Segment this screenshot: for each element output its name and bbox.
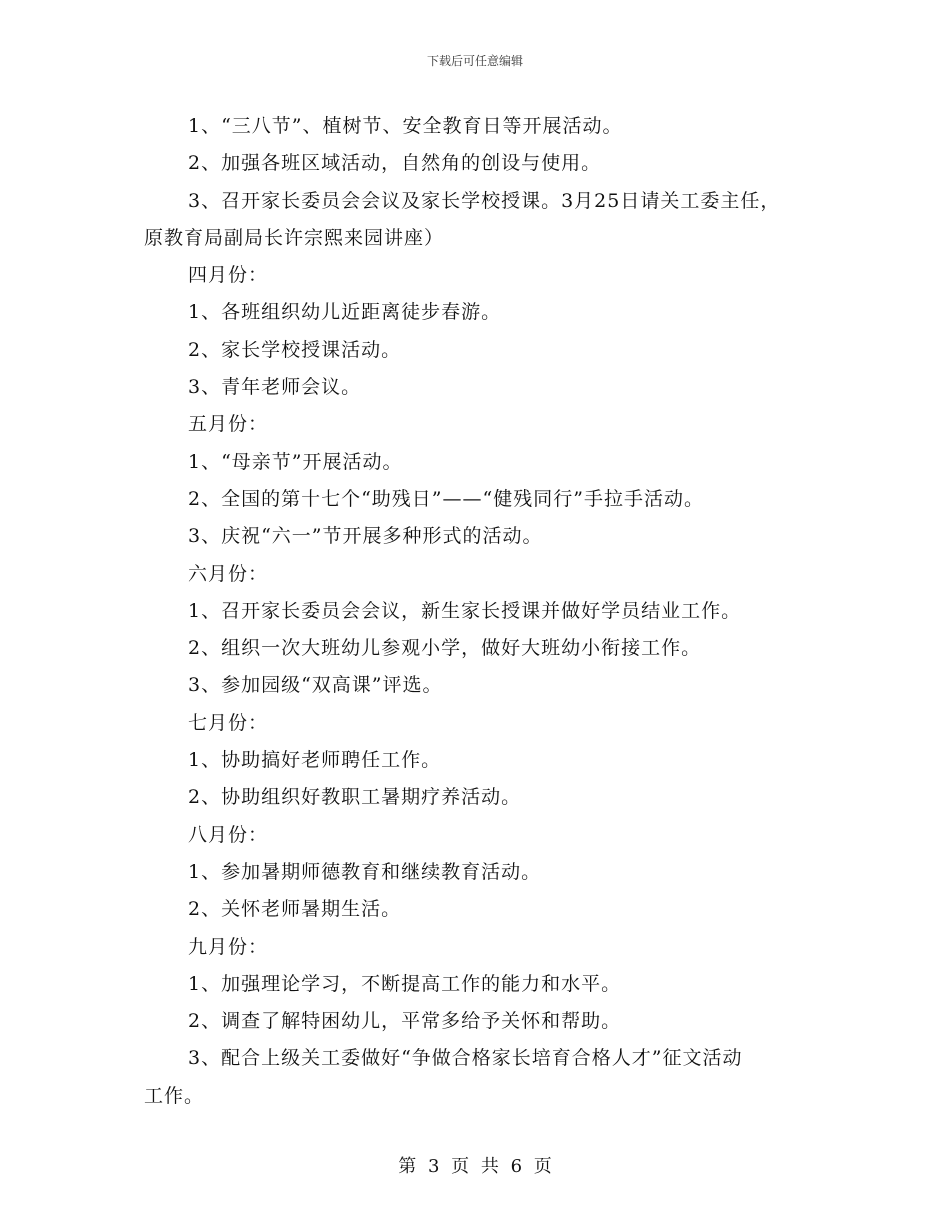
paragraph-line: 3、参加园级“双高课”评选。 bbox=[188, 674, 443, 697]
paragraph-line: 1、加强理论学习，不断提高工作的能力和水平。 bbox=[188, 972, 622, 995]
paragraph-line: 2、关怀老师暑期生活。 bbox=[188, 898, 402, 921]
paragraph-line: 3、庆祝“六一”节开展多种形式的活动。 bbox=[188, 525, 543, 548]
section-heading: 五月份： bbox=[188, 413, 269, 436]
paragraph-line: 3、配合上级关工委做好“争做合格家长培育合格人才”征文活动 bbox=[188, 1047, 743, 1070]
section-heading: 九月份： bbox=[188, 935, 269, 958]
paragraph-line: 2、家长学校授课活动。 bbox=[188, 338, 402, 361]
section-heading: 七月份： bbox=[188, 711, 269, 734]
paragraph-line: 2、组织一次大班幼儿参观小学，做好大班幼小衔接工作。 bbox=[188, 637, 702, 660]
section-heading: 六月份： bbox=[188, 562, 269, 585]
section-heading: 四月份： bbox=[188, 264, 269, 287]
paragraph-line: 1、“母亲节”开展活动。 bbox=[188, 450, 403, 473]
paragraph-line: 2、协助组织好教职工暑期疗养活动。 bbox=[188, 786, 522, 809]
paragraph-line: 3、青年老师会议。 bbox=[188, 376, 362, 399]
paragraph-line: 1、“三八节”、植树节、安全教育日等开展活动。 bbox=[188, 115, 623, 137]
paragraph-line: 工作。 bbox=[144, 1084, 205, 1107]
document-body bbox=[144, 108, 824, 1115]
paragraph-line: 2、加强各班区域活动，自然角的创设与使用。 bbox=[188, 152, 602, 175]
paragraph-line: 1、各班组织幼儿近距离徒步春游。 bbox=[188, 301, 502, 324]
paragraph-line: 1、召开家长委员会会议，新生家长授课并做好学员结业工作。 bbox=[188, 599, 742, 622]
paragraph-line: 1、参加暑期师德教育和继续教育活动。 bbox=[188, 860, 542, 883]
section-heading: 八月份： bbox=[188, 823, 269, 846]
paragraph-line: 3、召开家长委员会会议及家长学校授课。3月25日请关工委主任， bbox=[188, 189, 781, 212]
paragraph-line: 1、协助搞好老师聘任工作。 bbox=[188, 749, 442, 772]
paragraph-line: 原教育局副局长许宗熙来园讲座） bbox=[144, 226, 445, 249]
paragraph-line: 2、调查了解特困幼儿，平常多给予关怀和帮助。 bbox=[188, 1010, 622, 1033]
paragraph-line: 2、全国的第十七个“助残日”——“健残同行”手拉手活动。 bbox=[188, 487, 704, 510]
page-footer: 第 3 页 共 6 页 bbox=[398, 1156, 552, 1177]
page-header: 下载后可任意编辑 bbox=[426, 54, 523, 68]
